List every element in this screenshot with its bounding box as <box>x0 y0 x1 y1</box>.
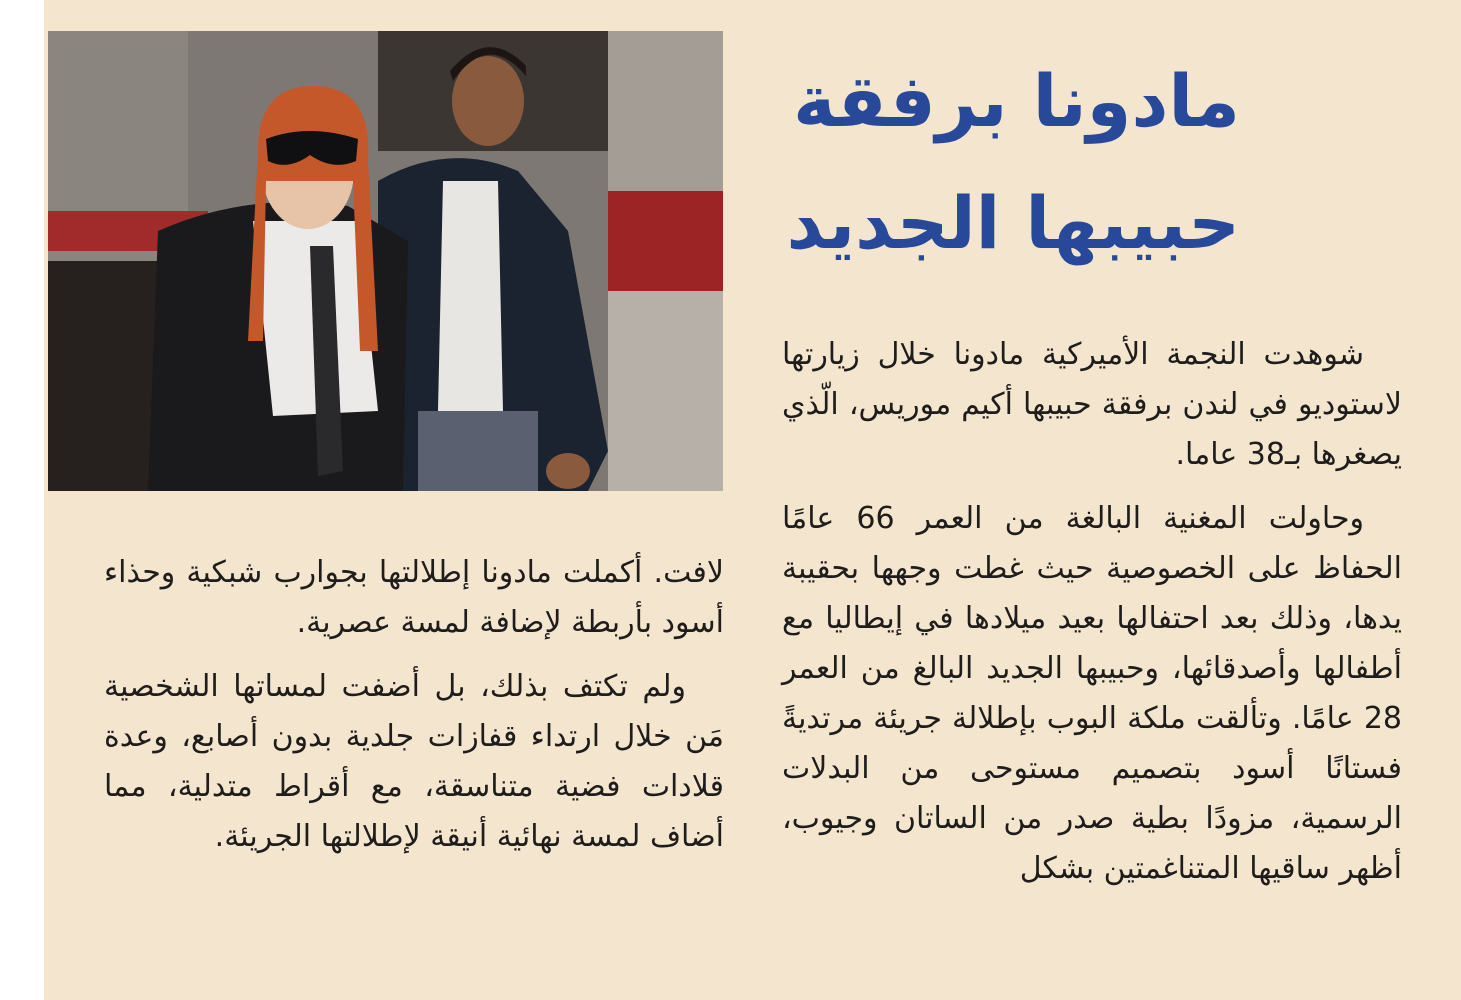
paragraph: لافت. أكملت مادونا إطلالتها بجوارب شبكية وحذاء أسود بأربطة لإضافة لمسة عصرية. <box>104 555 724 640</box>
paragraph: شوهدت النجمة الأميركية مادونا خلال زيارتها لاستوديو في لندن برفقة حبيبها أكيم موريس، الّذي يصغرها بـ38 عاما. <box>782 337 1402 472</box>
article-photo <box>48 31 723 491</box>
paragraph: وحاولت المغنية البالغة من العمر 66 عامًا الحفاظ على الخصوصية حيث غطت وجهها بحقيبة يدها، وذلك بعد احتفالها بعيد ميلادها في إيطاليا مع أطفالها وأصدقائها، وحبيبها الجديد البالغ من العمر 28 عامًا. وتألقت ملكة البوب بإطلالة جريئة مرتديةً فستانًا أسود بتصميم مستوحى من البدلات الرسمية، مزودًا بطية صدر من الساتان وجيوب، أظهر ساقيها المتناغمتين بشكل <box>782 501 1402 886</box>
article-body-left-column <box>104 548 724 876</box>
article-headline <box>770 40 1240 284</box>
headline-line-1: مادونا برفقة <box>793 59 1240 143</box>
paragraph: ولم تكتف بذلك، بل أضفت لمساتها الشخصية مَن خلال ارتداء قفازات جلدية بدون أصابع، وعدة قلادات فضية متناسقة، مع أقراط متدلية، مما أضاف لمسة نهائية أنيقة لإطلالتها الجريئة. <box>104 669 724 854</box>
headline-line-2: حبيبها الجديد <box>786 181 1240 265</box>
article-body-right-column <box>782 330 1402 908</box>
